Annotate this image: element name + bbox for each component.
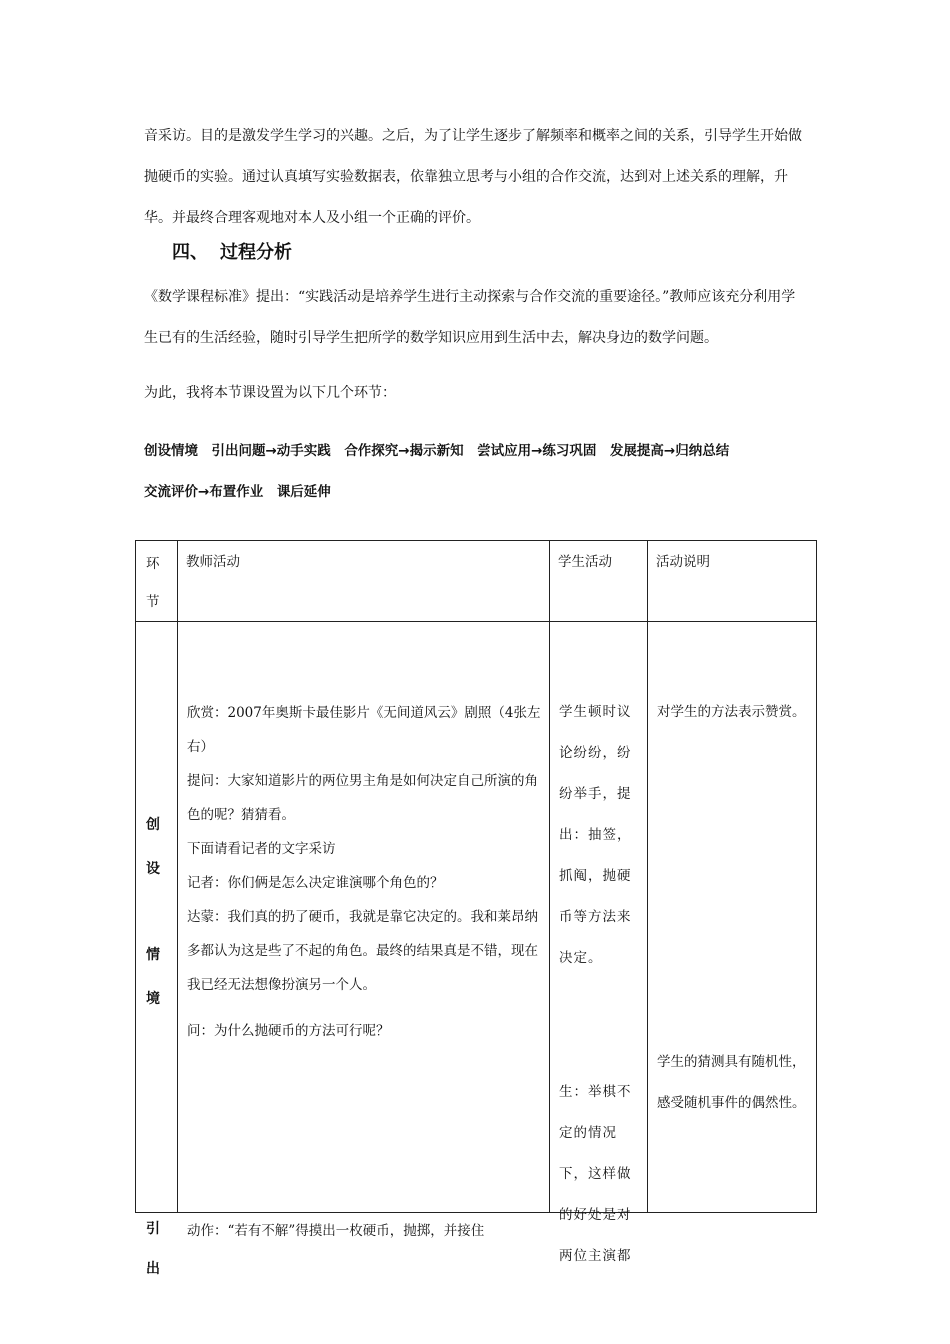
activity-note: 对学生的方法表示赞赏。 (657, 704, 806, 720)
teacher-line: 下面请看记者的文字采访 (187, 841, 336, 857)
header-stage (136, 541, 178, 622)
teacher-line: 问：为什么抛硬币的方法可行呢？ (187, 1023, 390, 1039)
table-row (136, 622, 817, 1213)
header-teacher (178, 541, 550, 622)
setup-intro-paragraph: 为此，我将本节课设置为以下几个环节： (144, 385, 396, 401)
stage-char: 创 (146, 817, 160, 833)
flow-step: 交流评价→布置作业 (144, 484, 264, 500)
flow-step: 创设情境 (144, 443, 198, 459)
stage-char: 出 (146, 1261, 160, 1277)
intro-paragraph: 音采访。目的是激发学生学习的兴趣。之后，为了让学生逐步了解频率和概率之间的关系，引导学生开始做抛硬币的实验。通过认真填写实验数据表，依靠独立思考与小组的合作交流，达到对上述关系的理解，升华。并最终合理客观地对本人及小组一个正确的评价。 (144, 128, 802, 226)
stage-char: 境 (146, 991, 160, 1007)
header-student-label: 学生活动 (558, 554, 612, 570)
student-activity: 生：举棋不定的情况下，这样做的好处是对两位主演都 (559, 1084, 632, 1264)
header-teacher-label: 教师活动 (186, 554, 240, 570)
stage-char: 设 (146, 861, 160, 877)
standard-quote-paragraph: 《数学课程标准》提出：“实践活动是培养学生进行主动探索与合作交流的重要途径。”教师应该充分利用学生已有的生活经验，随时引导学生把所学的数学知识应用到生活中去，解决身边的数学问题。 (144, 289, 796, 346)
section-heading (172, 238, 292, 264)
teacher-line: 欣赏：2007年奥斯卡最佳影片《无间道风云》剧照（4张左右） (187, 705, 541, 755)
student-cell (550, 622, 648, 1264)
flow-step: 尝试应用→练习巩固 (477, 443, 597, 459)
lesson-table (135, 540, 817, 1277)
flow-step: 发展提高→归纳总结 (609, 443, 730, 459)
header-note-label: 活动说明 (656, 554, 710, 570)
teacher-line: 动作：“若有不解”得摸出一枚硬币，抛掷，并接住 (187, 1223, 485, 1239)
teacher-line: 达蒙：我们真的扔了硬币，我就是靠它决定的。我和莱昂纳多都认为这是些了不起的角色。最终的结果真是不错，现在我已经无法想像扮演另一个人。 (187, 909, 538, 993)
stage-cell (136, 622, 178, 1277)
teacher-cell (178, 622, 550, 1239)
flow-step: 引出问题→动手实践 (211, 443, 331, 459)
teacher-line: 提问：大家知道影片的两位男主角是如何决定自己所演的角色的呢？猜猜看。 (187, 773, 538, 823)
lesson-flow (144, 431, 814, 513)
note-cell (648, 622, 817, 1213)
table-header-row (136, 541, 817, 622)
header-stage-line: 节 (146, 594, 160, 610)
stage-char: 引 (146, 1221, 160, 1237)
header-note (648, 541, 817, 622)
flow-step: 合作探究→揭示新知 (344, 443, 464, 459)
flow-step: 课后延伸 (276, 484, 331, 500)
section-number: 四、 (172, 242, 208, 263)
student-activity: 学生顿时议论纷纷，纷纷举手，提出：抽签，抓阄，抛硬币等方法来决定。 (559, 704, 632, 966)
stage-char: 情 (146, 947, 160, 963)
teacher-line: 记者：你们俩是怎么决定谁演哪个角色的？ (187, 875, 444, 891)
teacher-activity-group (187, 696, 541, 1048)
header-student (550, 541, 648, 622)
header-stage-line: 环 (146, 556, 160, 572)
activity-note: 学生的猜测具有随机性，感受随机事件的偶然性。 (657, 1054, 806, 1111)
section-title: 过程分析 (220, 242, 292, 263)
